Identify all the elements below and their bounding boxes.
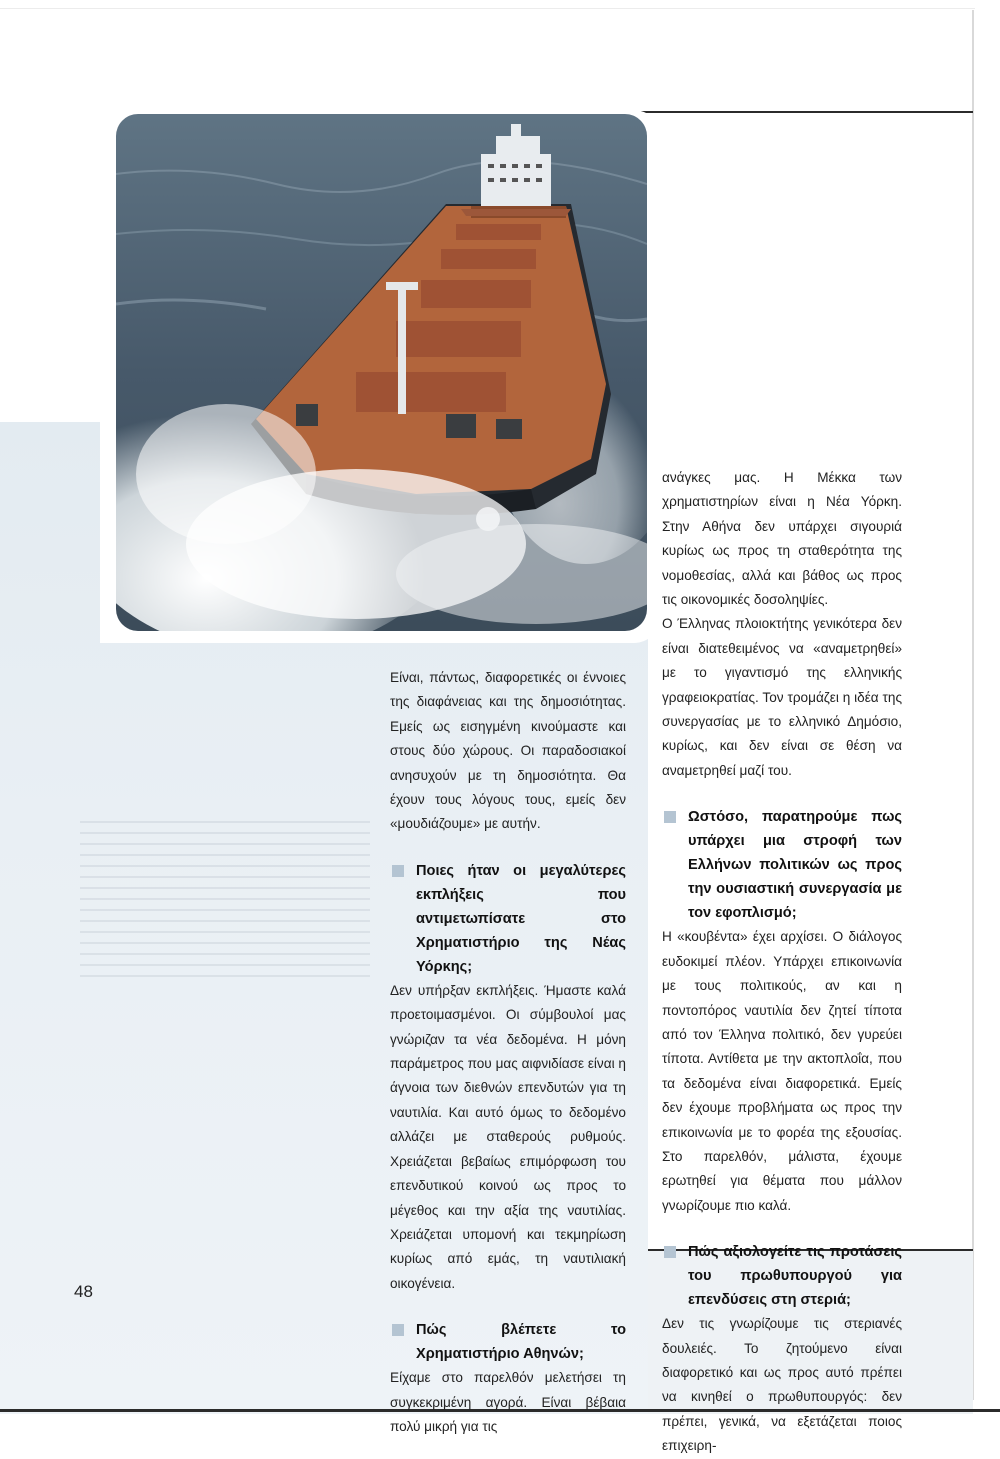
intro-paragraph: Είναι, πάντως, διαφορετικές οι έννοιες της διαφάνειας και της δημοσιότητας. Εμείς ως εισηγμένη κινούμαστε και στους δύο χώρους. Οι παραδοσιακοί ανησυχούν με τη δημοσιότητα. Θα έχουν τους λόγους τους, εμείς δεν «μουδιάζουμε» με αυτήν. bbox=[390, 670, 626, 832]
page-number: 48 bbox=[74, 1282, 93, 1301]
answer-paragraph: Ο Έλληνας πλοιοκτήτης γενικότερα δεν είναι διατεθειμένος να «αναμετρηθεί» με το γιγαντισμό της ελληνικής γραφειοκρατίας. Τον τρομάζει η ιδέα της συνεργασίας με το ελληνικό Δημόσιο, κυρίως, και δεν είναι σε θέση να αναμετρηθεί μαζί του. bbox=[662, 616, 902, 778]
header-rule bbox=[640, 111, 973, 113]
question-text: Πώς αξιολογείτε τις προτάσεις του πρωθυπουργού για επενδύσεις στη στεριά; bbox=[688, 1244, 902, 1309]
middle-text-column bbox=[390, 666, 626, 1439]
question-heading bbox=[662, 1240, 902, 1312]
question-heading bbox=[390, 859, 626, 979]
answer-paragraph: Η «κουβέντα» έχει αρχίσει. Ο διάλογος ευδοκιμεί πλέον. Υπάρχει επικοινωνία με τους πολιτικούς, αν και η ποντοπόρος ναυτιλία δεν ζητεί τίποτα από τον Έλληνα πολιτικό, δεν γυρεύει τίποτα. Αντίθετα με την ακτοπλοΐα, που τα δεδομένα είναι διαφορετικά. Εμείς δεν έχουμε προβλήματα ως προς την επικοινωνία με το φορέα της εξουσίας. Στο παρελθόν, μάλιστα, έχουμε ερωτηθεί για θέματα που μάλλον γνωρίζουμε πιο καλά. bbox=[662, 929, 902, 1213]
square-bullet-icon bbox=[392, 865, 404, 877]
right-text-column bbox=[662, 466, 902, 1459]
question-heading bbox=[662, 805, 902, 925]
square-bullet-icon bbox=[664, 811, 676, 823]
question-text: Ωστόσο, παρατηρούμε πως υπάρχει μια στροφή των Ελλήνων πολιτικών ως προς την ουσιαστική συνεργασία με τον εφοπλισμό; bbox=[688, 809, 902, 922]
bleed-through-text bbox=[80, 812, 370, 1112]
bulk-carrier-ship-photo bbox=[116, 114, 647, 631]
question-text: Ποιες ήταν οι μεγαλύτερες εκπλήξεις που αντιμετωπίσατε στο Χρηματιστήριο της Νέας Υόρκης; bbox=[416, 862, 626, 975]
question-text: Πώς βλέπετε το Χρηματιστήριο Αθηνών; bbox=[416, 1322, 626, 1363]
square-bullet-icon bbox=[664, 1246, 676, 1258]
question-heading bbox=[390, 1318, 626, 1366]
answer-paragraph: Δεν υπήρξαν εκπλήξεις. Ήμαστε καλά προετοιμασμένοι. Οι σύμβουλοί μας γνώριζαν τα νέα δεδομένα. Η μόνη παράμετρος που μας αιφνιδίασε είναι η άγνοια των διεθνών επενδυτών για τη ναυτιλία. Και αυτό όμως το δεδομένο αλλάζει με σταθερούς ρυθμούς. Χρειάζεται βεβαίως επιμόρφωση του επενδυτικού κοινού ως προς το μέγεθος και την αξία της ναυτιλίας. Χρειάζεται υπομονή και τεκμηρίωση κυρίως από εμάς, τη ναυτιλιακή οικογένεια. bbox=[390, 982, 626, 1291]
answer-paragraph: Δεν τις γνωρίζουμε τις στεριανές δουλειές. Το ζητούμενο είναι διαφορετικό και ως προς αυτό πρέπει να κινηθεί ο πρωθυπουργός: δεν πρέπει, γενικά, να εξετάζεται ποιος επιχειρη- bbox=[662, 1316, 902, 1454]
square-bullet-icon bbox=[392, 1324, 404, 1336]
top-edge-rule bbox=[0, 8, 975, 9]
page-right-edge bbox=[972, 10, 974, 1400]
answer-paragraph: Είχαμε στο παρελθόν μελετήσει τη συγκεκριμένη αγορά. Είναι βέβαια πολύ μικρή για τις bbox=[390, 1370, 626, 1434]
answer-paragraph: ανάγκες μας. Η Μέκκα των χρηματιστηρίων είναι η Νέα Υόρκη. Στην Αθήνα δεν υπάρχει σιγουριά κυρίως ως προς τη σταθερότητα της νομοθεσίας, αλλά και βάθος ως προς τις οικονομικές δοσοληψίες. bbox=[662, 470, 902, 608]
